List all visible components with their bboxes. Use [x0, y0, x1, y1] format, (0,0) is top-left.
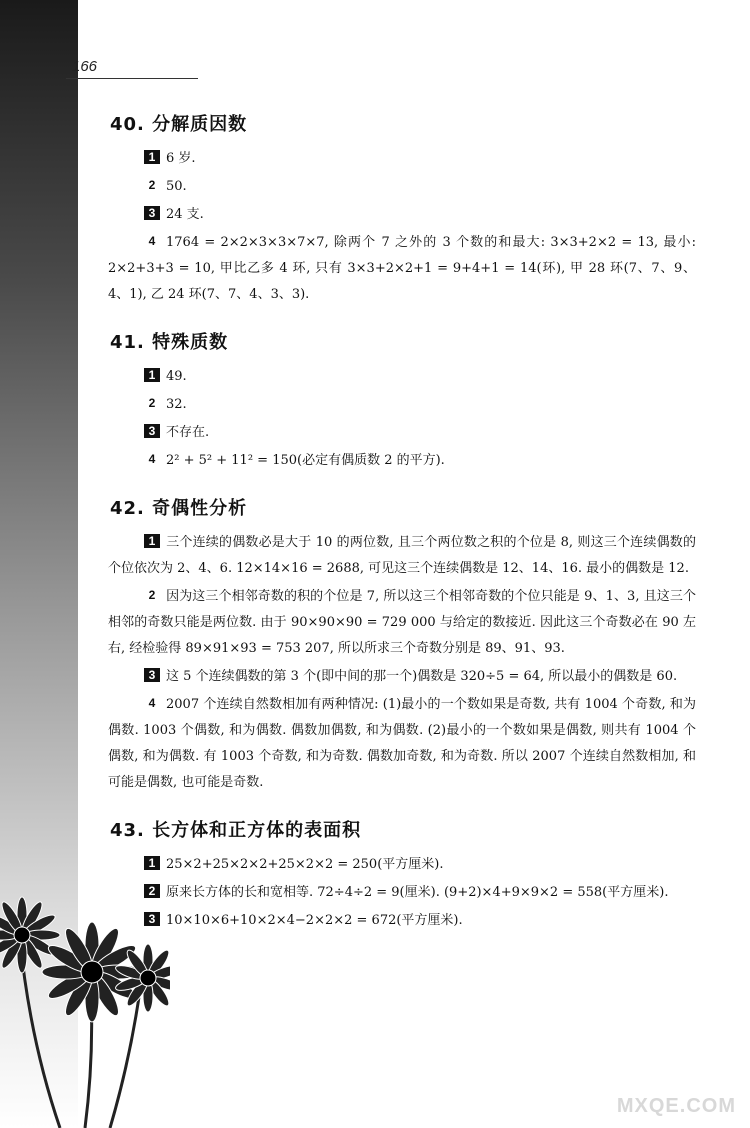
- item-text: 10×10×6+10×2×4−2×2×2 = 672(平方厘米).: [166, 913, 463, 928]
- section-title: 43. 长方体和正方体的表面积: [110, 820, 362, 841]
- answer-item: [108, 908, 696, 934]
- page-number: 166: [72, 58, 98, 75]
- item-text: 这 5 个连续偶数的第 3 个(即中间的那一个)偶数是 320÷5 = 64, 所以最小的偶数是 60.: [166, 669, 678, 684]
- item-number: 4: [148, 696, 156, 710]
- answer-content: [108, 100, 696, 954]
- item-text: 不存在.: [166, 425, 210, 440]
- watermark: [604, 1064, 744, 1124]
- answer-item: [108, 202, 696, 228]
- item-number: 2: [148, 588, 156, 602]
- item-number: 2: [148, 178, 156, 192]
- item-number: 1: [144, 368, 160, 382]
- answer-item: [108, 420, 696, 446]
- item-number: 1: [144, 150, 160, 164]
- item-number: 3: [144, 424, 160, 438]
- item-text: 三个连续的偶数必是大于 10 的两位数, 且三个两位数之积的个位是 8, 则这三个连续偶数的个位依次为 2、4、6. 12×14×16 = 2688, 可见这三个连续偶数是 12、14、16. 最小的偶数是 12.: [108, 535, 696, 576]
- item-number: 3: [144, 912, 160, 926]
- section-title: 42. 奇偶性分析: [110, 498, 248, 519]
- item-text: 1764 = 2×2×3×3×7×7, 除两个 7 之外的 3 个数的和最大: 3×3+2×2 = 13, 最小: 2×2+3+3 = 10, 甲比乙多 4 环, 只有 3×3+2×2+1 = 9+4+1 = 14(环), 甲 28 环(7、7、9、4、1), 乙 24 环(7、7、4、3、3).: [108, 235, 696, 302]
- item-text: 2007 个连续自然数相加有两种情况: (1)最小的一个数如果是奇数, 共有 1004 个奇数, 和为偶数. 1003 个偶数, 和为偶数. 偶数加偶数, 和为偶数. (2)最小的一个数如果是偶数, 则共有 1004 个偶数, 和为偶数. 有 1003 个奇数, 和为奇数. 偶数加奇数, 和为奇数. 所以 2007 个连续自然数相加, 和可能是偶数, 也可能是奇数.: [108, 697, 696, 790]
- answer-item: [108, 880, 696, 906]
- answer-item: [108, 530, 696, 582]
- section-42: [108, 494, 696, 796]
- item-text: 6 岁.: [166, 151, 196, 166]
- item-text: 25×2+25×2×2+25×2×2 = 250(平方厘米).: [166, 857, 444, 872]
- section-title: 40. 分解质因数: [110, 114, 248, 135]
- item-text: 32.: [166, 397, 187, 412]
- header-rule: [66, 78, 198, 79]
- item-text: 原来长方体的长和宽相等. 72÷4÷2 = 9(厘米). (9+2)×4+9×9×2 = 558(平方厘米).: [166, 885, 669, 900]
- section-title: 41. 特殊质数: [110, 332, 229, 353]
- item-number: 4: [148, 452, 156, 466]
- item-text: 2² + 5² + 11² = 150(必定有偶质数 2 的平方).: [166, 453, 445, 468]
- item-text: 50.: [166, 179, 187, 194]
- section-40: [108, 110, 696, 308]
- answer-item: [108, 692, 696, 796]
- answer-item: [108, 392, 696, 418]
- item-number: 1: [144, 856, 160, 870]
- section-41: [108, 328, 696, 474]
- answer-item: [108, 664, 696, 690]
- item-number: 4: [148, 234, 156, 248]
- answer-item: [108, 174, 696, 200]
- answer-item: [108, 584, 696, 662]
- item-number: 2: [144, 884, 160, 898]
- item-number: 3: [144, 668, 160, 682]
- item-text: 因为这三个相邻奇数的积的个位是 7, 所以这三个相邻奇数的个位只能是 9、1、3, 且这三个相邻的奇数只能是两位数. 由于 90×90×90 = 729 000 与给定的数接近. 因此这三个奇数必在 90 左右, 经检验得 89×91×93 = 753 207, 所以所求三个奇数分别是 89、91、93.: [108, 589, 696, 656]
- answer-item: [108, 146, 696, 172]
- item-number: 1: [144, 534, 160, 548]
- answer-item: [108, 364, 696, 390]
- item-text: 49.: [166, 369, 187, 384]
- item-number: 3: [144, 206, 160, 220]
- daisy-flowers-decoration: [0, 880, 170, 1128]
- item-number: 2: [148, 396, 156, 410]
- item-text: 24 支.: [166, 207, 204, 222]
- watermark-text: MXQE.COM: [616, 1095, 736, 1117]
- answer-item: [108, 852, 696, 878]
- answer-item: [108, 230, 696, 308]
- answer-item: [108, 448, 696, 474]
- section-43: [108, 816, 696, 934]
